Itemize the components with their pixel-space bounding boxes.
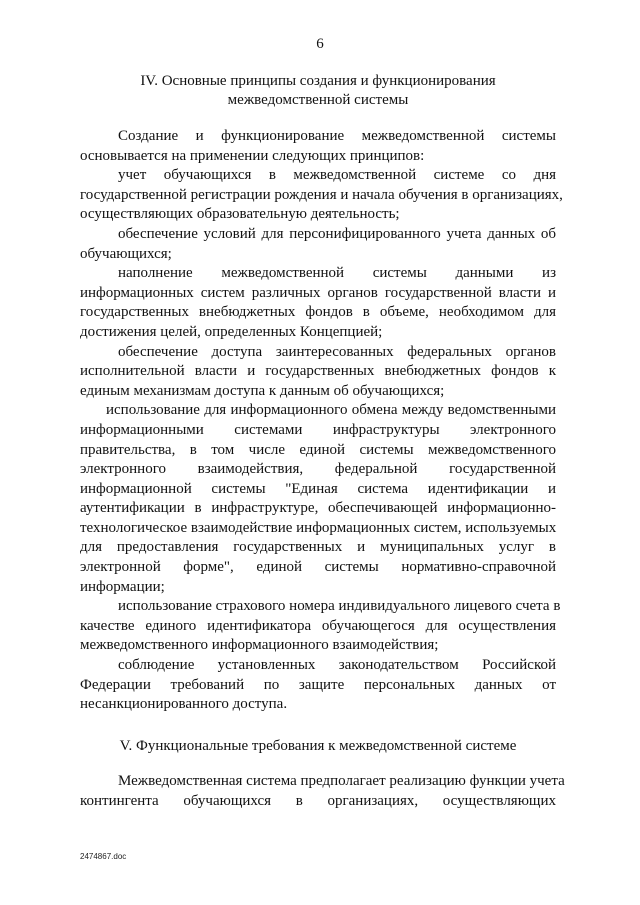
text-line: электронной форме", единой системы нормативно-справочной (80, 559, 556, 576)
section-5-heading (80, 737, 556, 756)
section-5-body (80, 772, 565, 811)
paragraph-principle-1 (80, 166, 563, 225)
text-line: осуществляющих образовательную деятельность; (80, 206, 400, 223)
text-line: информационными системами инфраструктуры электронного (80, 421, 556, 438)
text-line: использование для информационного обмена между ведомственными (106, 402, 556, 419)
text-line: использование страхового номера индивидуального лицевого счета в (118, 598, 561, 615)
text-line: государственных внебюджетных фондов в объеме, необходимом для (80, 304, 556, 321)
paragraph-intro (80, 127, 556, 166)
text-line: государственной регистрации рождения и начала обучения в организациях, (80, 186, 563, 203)
section-4-heading-line-1: IV. Основные принципы создания и функционирования (140, 73, 496, 89)
text-line: достижения целей, определенных Концепцией; (80, 323, 383, 340)
text-line: информации; (80, 578, 165, 595)
paragraph-principle-7 (80, 656, 556, 715)
text-line: Создание и функционирование межведомственной системы (118, 128, 556, 144)
text-line: основывается на применении следующих принципов: (80, 147, 425, 164)
text-line: информационных систем различных органов государственной власти и (80, 284, 556, 301)
text-line: электронного взаимодействия, федеральной государственной (80, 461, 556, 478)
section-4-body (80, 127, 563, 715)
text-line: правительства, в том числе единой системы межведомственного (80, 441, 556, 458)
text-line: контингента обучающихся в организациях, осуществляющих (80, 792, 556, 809)
text-line: аутентификации в инфраструктуре, обеспечивающей информационно- (80, 500, 556, 517)
paragraph-principle-5 (80, 401, 556, 597)
text-line: учет обучающихся в межведомственной системе со дня (118, 167, 556, 184)
text-line: Федерации требований по защите персональных данных от (80, 676, 556, 693)
text-line: обучающихся; (80, 245, 172, 262)
text-line: наполнение межведомственной системы данными из (118, 265, 556, 282)
text-line: Межведомственная система предполагает реализацию функции учета (118, 773, 565, 789)
text-line: информационной системы "Единая система идентификации и (80, 480, 556, 497)
paragraph-principle-4 (80, 343, 556, 402)
paragraph-principle-3 (80, 264, 556, 342)
section-4-heading (80, 72, 556, 110)
text-line: обеспечение доступа заинтересованных федеральных органов (118, 343, 556, 360)
section-5-heading-line: V. Функциональные требования к межведомственной системе (119, 738, 517, 754)
text-line: технологическое взаимодействие информационных систем, используемых (80, 519, 557, 536)
page-number: 6 (316, 36, 324, 52)
section-4-heading-line-2: межведомственной системы (227, 92, 409, 108)
paragraph-section-5 (80, 772, 565, 811)
text-line: межведомственного информационного взаимодействия; (80, 637, 439, 654)
paragraph-principle-6 (80, 597, 561, 656)
document-filename: 2474867.doc (80, 852, 127, 861)
text-line: обеспечение условий для персонифицированного учета данных об (118, 225, 556, 242)
paragraph-principle-2 (80, 225, 556, 264)
text-line: исполнительной власти и государственных внебюджетных фондов к (80, 363, 556, 380)
text-line: для предоставления государственных и муниципальных услуг в (80, 539, 556, 556)
text-line: соблюдение установленных законодательством Российской (118, 657, 556, 674)
text-line: единым механизмам доступа к данным об обучающихся; (80, 382, 445, 399)
text-line: несанкционированного доступа. (80, 696, 288, 713)
text-line: качестве единого идентификатора обучающегося для осуществления (80, 617, 556, 634)
